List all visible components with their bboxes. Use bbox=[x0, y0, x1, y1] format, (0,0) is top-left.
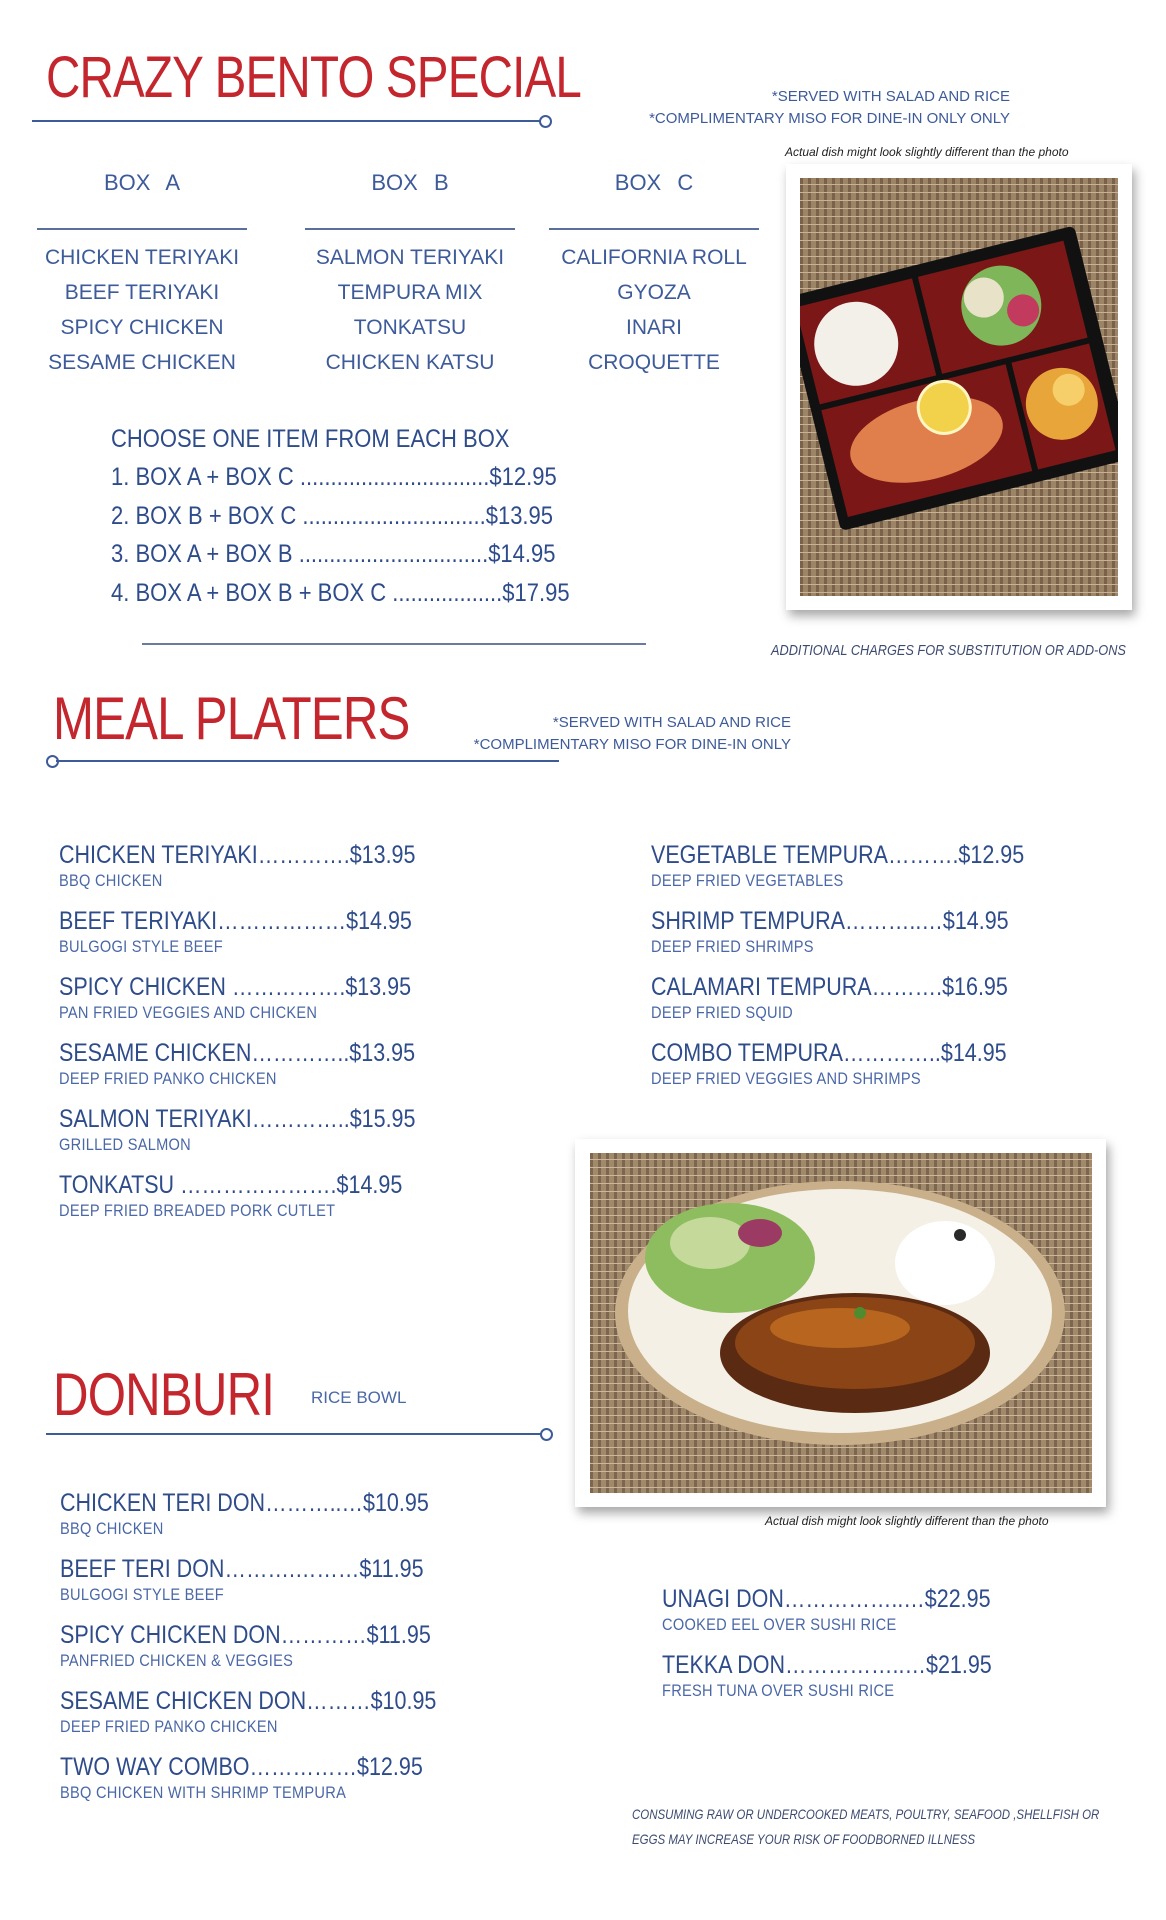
menu-item-desc: DEEP FRIED VEGGIES AND SHRIMPS bbox=[651, 1069, 921, 1088]
food-safety-disclaimer bbox=[632, 1802, 1099, 1852]
menu-item-name: SPICY CHICKEN …………….$13.95 bbox=[59, 973, 412, 1001]
combo-bottom-rule bbox=[142, 643, 646, 645]
bento-photo bbox=[800, 178, 1118, 596]
platters-right-column bbox=[651, 840, 1024, 1104]
menu-item-desc: DEEP FRIED SQUID bbox=[651, 1003, 793, 1022]
box-c-rule bbox=[549, 228, 759, 230]
box-item: TEMPURA MIX bbox=[337, 281, 483, 304]
menu-item-name: SPICY CHICKEN DON…………$11.95 bbox=[60, 1621, 431, 1649]
combo-item: 3. BOX A + BOX B ...............................$14.95 bbox=[111, 540, 556, 568]
menu-item-desc: BULGOGI STYLE BEEF bbox=[60, 1585, 224, 1604]
box-c-items bbox=[549, 240, 759, 380]
box-item: CROQUETTE bbox=[588, 351, 720, 374]
menu-item-name: TWO WAY COMBO……………$12.95 bbox=[60, 1753, 423, 1781]
menu-item-desc: DEEP FRIED PANKO CHICKEN bbox=[59, 1069, 277, 1088]
donburi-rule-dot bbox=[540, 1428, 553, 1441]
platters-note-salad: *SERVED WITH SALAD AND RICE bbox=[552, 714, 791, 731]
box-a-items bbox=[37, 240, 247, 380]
menu-item-name: TONKATSU ………………….$14.95 bbox=[59, 1171, 403, 1199]
box-b-rule bbox=[305, 228, 515, 230]
menu-item-name: BEEF TERI DON……….………$11.95 bbox=[60, 1555, 424, 1583]
donburi-left-column bbox=[60, 1488, 436, 1818]
bento-photo-frame bbox=[786, 164, 1132, 610]
box-b-header: BOX B bbox=[371, 170, 449, 195]
menu-item-desc: DEEP FRIED PANKO CHICKEN bbox=[60, 1717, 278, 1736]
combo-item: 2. BOX B + BOX C ..............................$13.95 bbox=[111, 501, 554, 530]
donburi-title-rule bbox=[46, 1433, 544, 1435]
menu-item-name: COMBO TEMPURA…………..$14.95 bbox=[651, 1039, 1007, 1067]
donburi-right-column bbox=[662, 1584, 992, 1716]
box-item: CHICKEN KATSU bbox=[325, 351, 495, 374]
platter-photo bbox=[590, 1153, 1092, 1493]
menu-item-desc: BBQ CHICKEN bbox=[60, 1519, 164, 1538]
bento-rule-dot bbox=[539, 115, 552, 128]
box-item: BEEF TERIYAKI bbox=[64, 281, 220, 304]
box-item: TONKATSU bbox=[353, 316, 467, 339]
menu-item-name: SHRIMP TEMPURA………..…$14.95 bbox=[651, 907, 1009, 935]
box-item: GYOZA bbox=[617, 281, 691, 304]
menu-item-name: UNAGI DON……………..…$22.95 bbox=[662, 1585, 991, 1613]
bento-note-miso: *COMPLIMENTARY MISO FOR DINE-IN ONLY ONLY bbox=[649, 110, 1010, 127]
donburi-title: DONBURI bbox=[53, 1361, 275, 1428]
menu-item-name: CALAMARI TEMPURA……….$16.95 bbox=[651, 973, 1008, 1001]
box-item: CHICKEN TERIYAKI bbox=[44, 246, 240, 269]
disclaimer-line: EGGS MAY INCREASE YOUR RISK OF FOODBORNED ILLNESS bbox=[632, 1831, 976, 1847]
box-b-column bbox=[305, 170, 515, 380]
box-item: SESAME CHICKEN bbox=[48, 351, 236, 374]
choose-heading: CHOOSE ONE ITEM FROM EACH BOX bbox=[111, 425, 510, 453]
combo-item: 1. BOX A + BOX C ...............................$12.95 bbox=[111, 463, 557, 491]
platters-left-column bbox=[59, 840, 415, 1236]
platters-note-miso: *COMPLIMENTARY MISO FOR DINE-IN ONLY bbox=[473, 736, 791, 753]
box-a-column bbox=[37, 170, 247, 380]
menu-item-name: SALMON TERIYAKI…………..$15.95 bbox=[59, 1105, 416, 1133]
menu-item-desc: DEEP FRIED BREADED PORK CUTLET bbox=[59, 1201, 336, 1220]
box-a-header: BOX A bbox=[103, 170, 181, 195]
donburi-subtitle: RICE BOWL bbox=[311, 1388, 407, 1407]
menu-item-name: CHICKEN TERIYAKI………….$13.95 bbox=[59, 841, 416, 869]
menu-item-name: SESAME CHICKEN DON………$10.95 bbox=[60, 1687, 437, 1715]
menu-item-desc: BBQ CHICKEN bbox=[59, 871, 163, 890]
box-c-column bbox=[549, 170, 759, 380]
menu-item-desc: BULGOGI STYLE BEEF bbox=[59, 937, 223, 956]
box-item: CALIFORNIA ROLL bbox=[561, 246, 747, 269]
box-b-items bbox=[305, 240, 515, 380]
box-item: INARI bbox=[625, 316, 682, 339]
disclaimer-line: CONSUMING RAW OR UNDERCOOKED MEATS, POULTRY, SEAFOOD ,SHELLFISH OR bbox=[632, 1806, 1100, 1822]
box-c-header: BOX C bbox=[614, 170, 694, 195]
platter-photo-frame bbox=[575, 1139, 1106, 1507]
menu-item-name: BEEF TERIYAKI………………$14.95 bbox=[59, 907, 412, 935]
menu-item-desc: COOKED EEL OVER SUSHI RICE bbox=[662, 1615, 897, 1634]
box-item: SPICY CHICKEN bbox=[60, 316, 224, 339]
combo-list bbox=[111, 458, 570, 612]
menu-item-name: TEKKA DON……………..…$21.95 bbox=[662, 1651, 992, 1679]
bento-note-salad: *SERVED WITH SALAD AND RICE bbox=[771, 88, 1010, 105]
menu-item-desc: GRILLED SALMON bbox=[59, 1135, 191, 1154]
menu-item-name: VEGETABLE TEMPURA……….$12.95 bbox=[651, 841, 1025, 869]
platter-photo-caption: Actual dish might look slightly different than the photo bbox=[765, 1514, 1049, 1528]
platters-title: MEAL PLATERS bbox=[53, 685, 410, 752]
menu-item-name: SESAME CHICKEN…………..$13.95 bbox=[59, 1039, 416, 1067]
platters-title-rule bbox=[56, 760, 559, 762]
menu-item-desc: DEEP FRIED SHRIMPS bbox=[651, 937, 814, 956]
combo-item: 4. BOX A + BOX B + BOX C ..................$17.95 bbox=[111, 578, 570, 607]
menu-item-desc: PANFRIED CHICKEN & VEGGIES bbox=[60, 1651, 294, 1670]
menu-item-desc: BBQ CHICKEN WITH SHRIMP TEMPURA bbox=[60, 1783, 347, 1802]
additional-charges-note: ADDITIONAL CHARGES FOR SUBSTITUTION OR ADD-ONS bbox=[771, 642, 1126, 659]
menu-item-desc: FRESH TUNA OVER SUSHI RICE bbox=[662, 1681, 895, 1700]
bento-title: CRAZY BENTO SPECIAL bbox=[46, 45, 582, 110]
menu-item-desc: PAN FRIED VEGGIES AND CHICKEN bbox=[59, 1003, 318, 1022]
box-a-rule bbox=[37, 228, 247, 230]
menu-item-name: CHICKEN TERI DON………..…$10.95 bbox=[60, 1489, 429, 1517]
bento-photo-caption: Actual dish might look slightly different than the photo bbox=[785, 145, 1069, 159]
menu-item-desc: DEEP FRIED VEGETABLES bbox=[651, 871, 844, 890]
bento-title-rule bbox=[32, 120, 541, 122]
box-item: SALMON TERIYAKI bbox=[315, 246, 505, 269]
